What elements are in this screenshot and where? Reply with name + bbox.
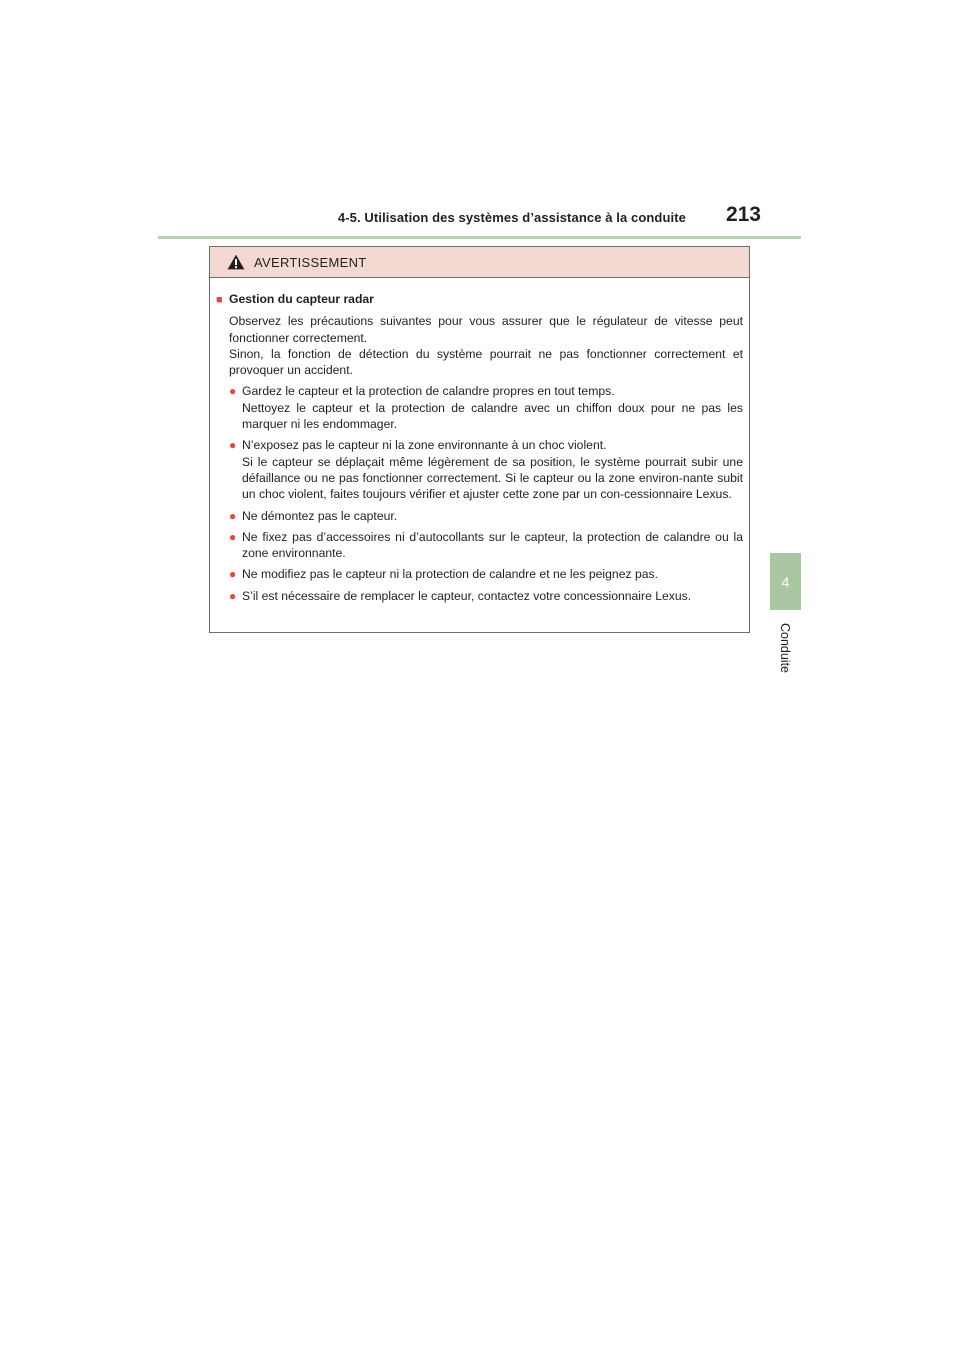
list-item-lead: S’il est nécessaire de remplacer le capteur, contactez votre concessionnaire Lexus.: [242, 588, 692, 603]
chapter-tab-number: 4: [770, 553, 801, 610]
list-item-detail: Nettoyez le capteur et la protection de calandre avec un chiffon doux pour ne pas les marquer ni les endommager.: [242, 400, 743, 432]
list-item-text: [242, 508, 743, 524]
list-item: [229, 508, 743, 524]
list-item: [229, 529, 743, 562]
square-bullet-icon: ■: [216, 294, 223, 306]
list-item-text: [242, 383, 743, 432]
header-title: 4-5. Utilisation des systèmes d’assistance à la conduite: [337, 210, 686, 225]
list-item: [229, 566, 743, 582]
round-bullet-icon: ●: [229, 438, 237, 453]
chapter-tab-label-text: Conduite: [778, 622, 793, 674]
round-bullet-icon: ●: [229, 384, 237, 399]
list-item-lead: Ne modifiez pas le capteur ni la protection de calandre et ne les peignez pas.: [242, 567, 658, 582]
warning-box: [209, 246, 750, 633]
intro-line: Observez les précautions suivantes pour vous assurer que le régulateur de vitesse peut fonctionner correctement.: [229, 314, 743, 345]
section-title-text: Gestion du capteur radar: [229, 292, 374, 306]
list-item-detail: Si le capteur se déplaçait même légèrement de sa position, le système pourrait subir une défaillance ou ne pas fonctionner correctement. Si le capteur ou la zone environ-nante subit un choc violent, faites toujours vérifier et ajuster cette zone par un con-cessionnaire Lexus.: [242, 454, 743, 502]
page-header: [158, 200, 801, 239]
list-item-text: [242, 566, 743, 582]
warning-body: [210, 278, 749, 604]
warning-triangle-icon: [227, 254, 245, 270]
precaution-list: [216, 383, 743, 604]
list-item-text: [242, 529, 743, 562]
list-item-lead: N’exposez pas le capteur ni la zone environnante à un choc violent.: [242, 438, 607, 453]
warning-title: AVERTISSEMENT: [254, 254, 367, 270]
chapter-tab-label: [770, 612, 801, 684]
list-item-text: [242, 588, 743, 604]
section-title: [216, 291, 743, 308]
page-number: 213: [725, 203, 761, 226]
round-bullet-icon: ●: [229, 529, 237, 544]
warning-header: [210, 247, 749, 278]
list-item: [229, 437, 743, 502]
intro-line: Sinon, la fonction de détection du système pourrait ne pas fonctionner correctement et provoquer un accident.: [229, 346, 743, 378]
list-item-text: [242, 437, 743, 502]
round-bullet-icon: ●: [229, 508, 237, 523]
list-item: [229, 383, 743, 432]
list-item-lead: Gardez le capteur et la protection de calandre propres en tout temps.: [242, 384, 615, 399]
intro-paragraph: [229, 313, 743, 378]
round-bullet-icon: ●: [229, 588, 237, 603]
round-bullet-icon: ●: [229, 567, 237, 582]
list-item-lead: Ne fixez pas d’accessoires ni d’autocollants sur le capteur, la protection de calandre ou la zone environnante.: [242, 529, 743, 561]
list-item-lead: Ne démontez pas le capteur.: [242, 508, 398, 523]
list-item: [229, 588, 743, 604]
